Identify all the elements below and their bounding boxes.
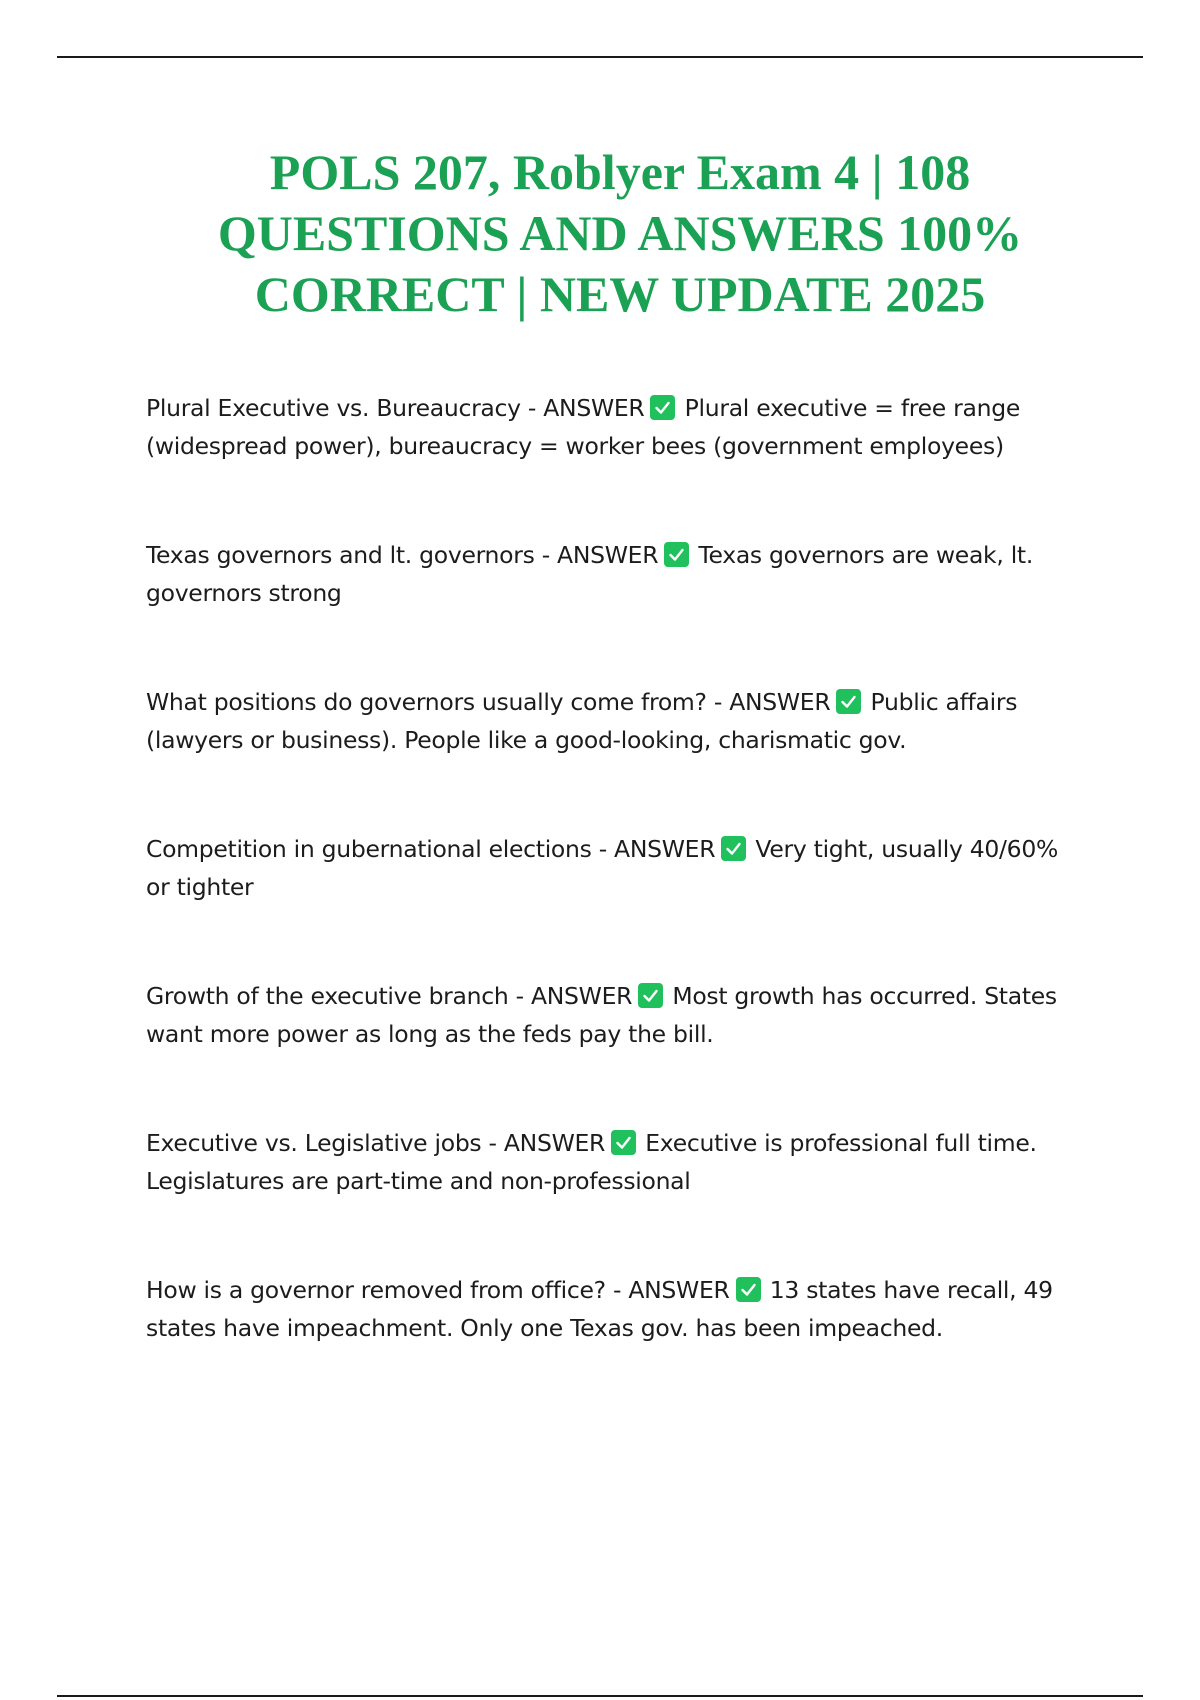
title-line: POLS 207, Roblyer Exam 4 | 108 [269,144,971,200]
question-text: How is a governor removed from office? - ANSWER [146,1276,730,1304]
question-text: Texas governors and lt. governors - ANSWER [146,541,659,569]
qa-item [146,389,1076,465]
question-text: What positions do governors usually come from? - ANSWER [146,688,831,716]
qa-item [146,830,1076,906]
answer-text: Texas governors are weak, lt. governors strong [146,541,1034,607]
checkmark-icon [721,836,746,861]
qa-item [146,1271,1076,1347]
qa-item [146,1124,1076,1200]
answer-text: Plural executive = free range (widespread power), bureaucracy = worker bees (government employees) [146,394,1020,460]
question-text: Growth of the executive branch - ANSWER [146,982,633,1010]
qa-item [146,977,1076,1053]
qa-item [146,536,1076,612]
bottom-divider [57,1695,1143,1697]
question-text: Executive vs. Legislative jobs - ANSWER [146,1129,606,1157]
qa-list [146,389,1076,1418]
checkmark-icon [611,1130,636,1155]
qa-item [146,683,1076,759]
question-text: Plural Executive vs. Bureaucracy - ANSWER [146,394,645,422]
answer-text: Very tight, usually 40/60% or tighter [146,835,1058,901]
answer-text: Executive is professional full time. Legislatures are part-time and non-professional [146,1129,1037,1195]
title-line: QUESTIONS AND ANSWERS 100% [217,205,1023,261]
answer-text: Most growth has occurred. States want more power as long as the feds pay the bill. [146,982,1057,1048]
checkmark-icon [836,689,861,714]
checkmark-icon [638,983,663,1008]
title-line: CORRECT | NEW UPDATE 2025 [254,266,986,322]
checkmark-icon [736,1277,761,1302]
top-divider [57,56,1143,58]
checkmark-icon [650,395,675,420]
document-title [140,142,1100,325]
question-text: Competition in gubernational elections - ANSWER [146,835,716,863]
answer-text: 13 states have recall, 49 states have impeachment. Only one Texas gov. has been impeached. [146,1276,1053,1342]
answer-text: Public affairs (lawyers or business). People like a good-looking, charismatic gov. [146,688,1018,754]
checkmark-icon [664,542,689,567]
